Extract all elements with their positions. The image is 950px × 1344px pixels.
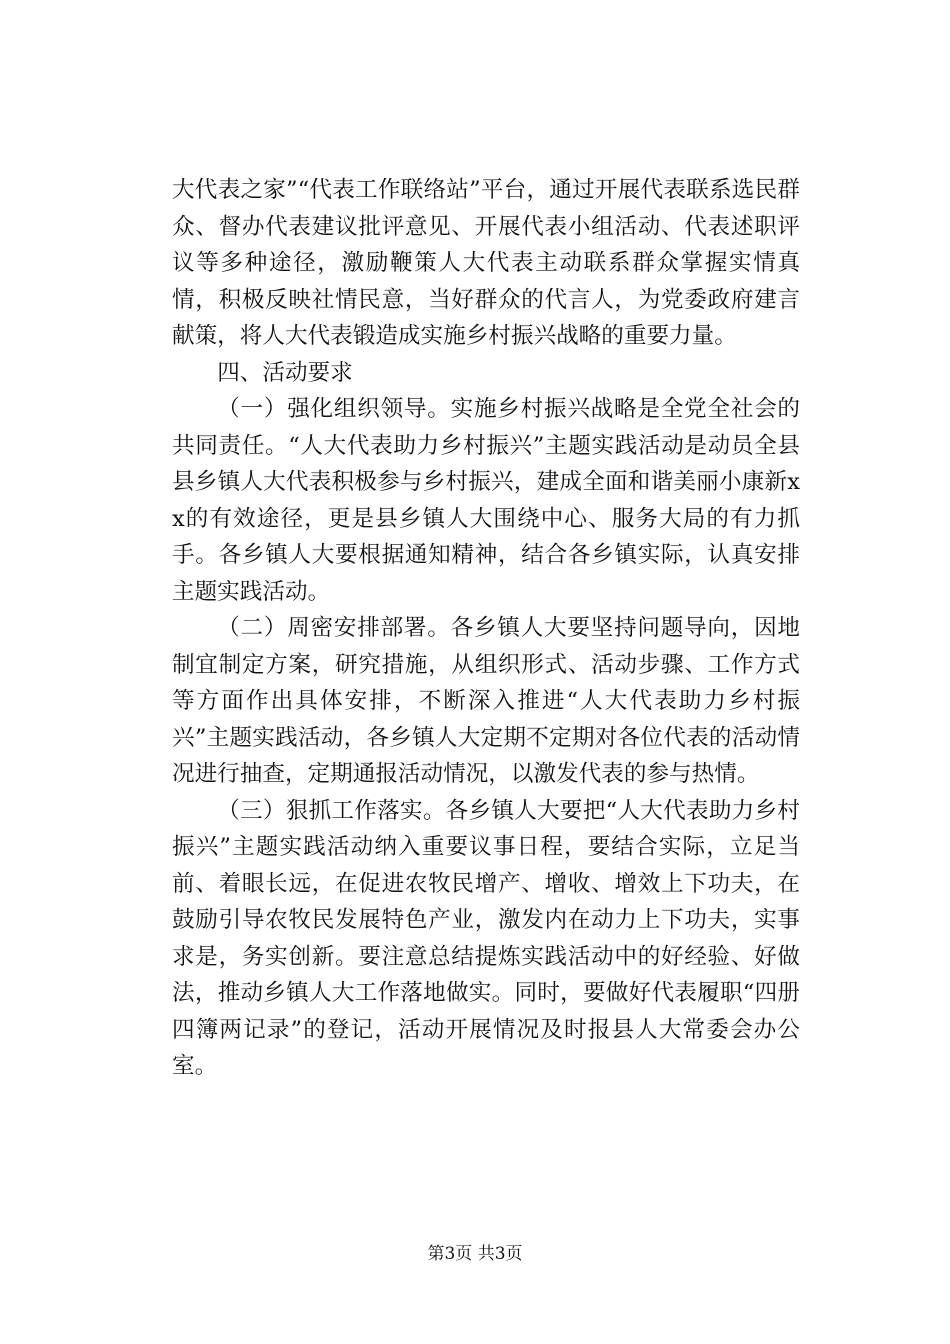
page-footer: 第3页 共3页 [427,1244,523,1264]
section-heading-activity-requirements: 四、活动要求 [217,359,353,386]
document-body [172,172,800,1085]
paragraph-continuation: 大代表之家”“代表工作联络站”平台，通过开展代表联系选民群众、督办代表建议批评意见、开展代表小组活动、代表述职评议等多种途径，激励鞭策人大代表主动联系群众掌握实情真情，积极反映社情民意，当好群众的代言人，为党委政府建言献策，将人大代表锻造成实施乡村振兴战略的重要力量。 [172,177,800,349]
paragraph-careful-arrangement: （二）周密安排部署。各乡镇人大要坚持问题导向，因地制宜制定方案，研究措施，从组织形式、活动步骤、工作方式等方面作出具体安排，不断深入推进“人大代表助力乡村振兴”主题实践活动，各乡镇人大定期不定期对各位代表的活动情况进行抽查，定期通报活动情况，以激发代表的参与热情。 [172,615,800,787]
paragraph-strengthen-leadership: （一）强化组织领导。实施乡村振兴战略是全党全社会的共同责任。“人大代表助力乡村振兴”主题实践活动是动员全县县乡镇人大代表积极参与乡村振兴，建成全面和谐美丽小康新xx的有效途径，更是县乡镇人大围绕中心、服务大局的有力抓手。各乡镇人大要根据通知精神，结合各乡镇实际，认真安排主题实践活动。 [172,396,800,605]
paragraph-implementation: （三）狠抓工作落实。各乡镇人大要把“人大代表助力乡村振兴”主题实践活动纳入重要议事日程，要结合实际，立足当前、着眼长远，在促进农牧民增产、增收、增效上下功夫，在鼓励引导农牧民发展特色产业，激发内在动力上下功夫，实事求是，务实创新。要注意总结提炼实践活动中的好经验、好做法，推动乡镇人大工作落地做实。同时，要做好代表履职“四册四簿两记录”的登记，活动开展情况及时报县人大常委会办公室。 [172,797,800,1079]
